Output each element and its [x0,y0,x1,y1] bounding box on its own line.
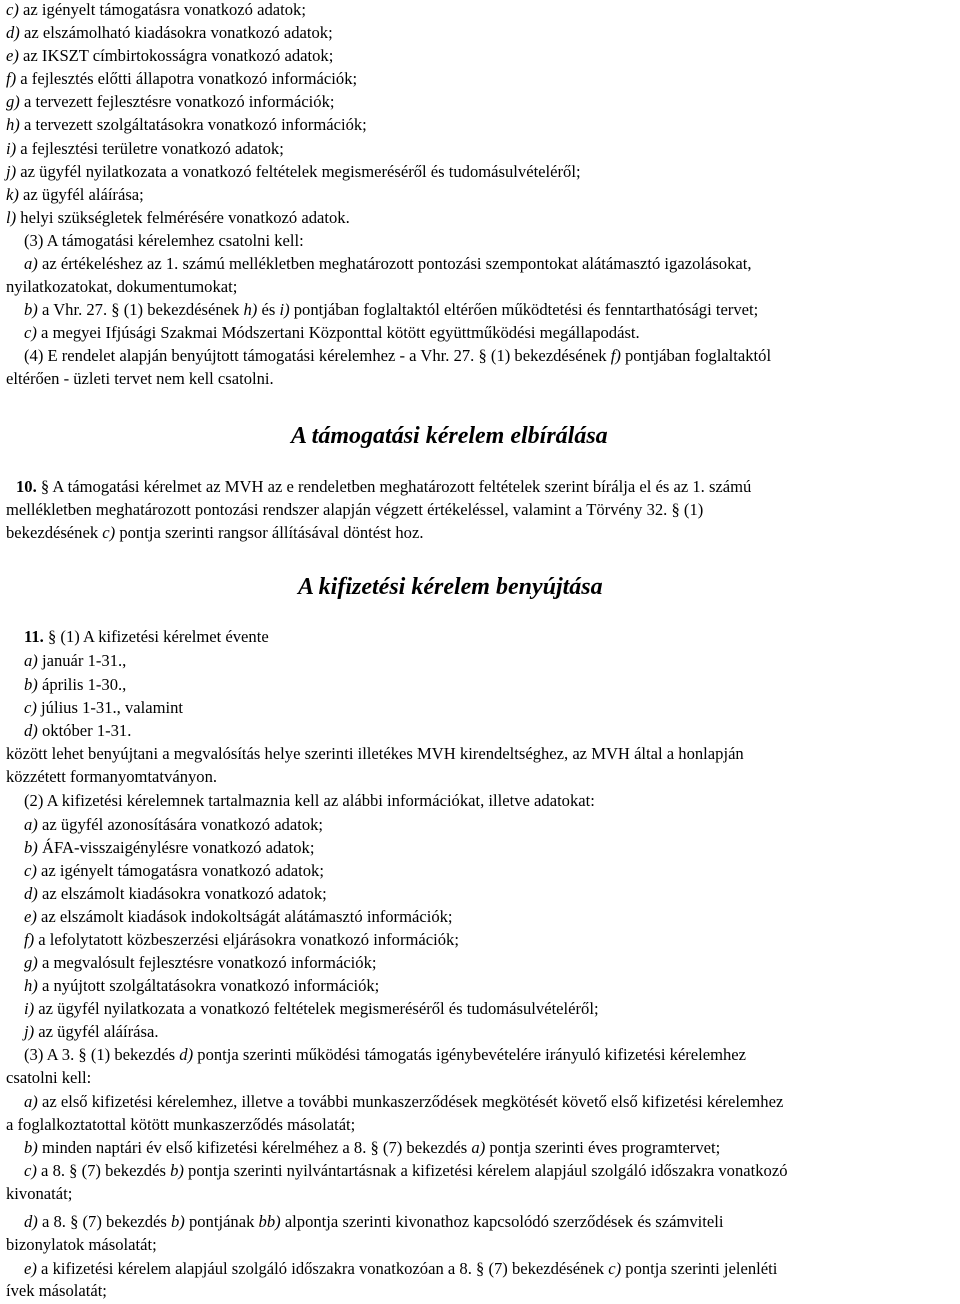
list-item: e) az IKSZT címbirtokosságra vonatkozó adatok; [6,46,334,65]
section-11-intro: 11. § (1) A kifizetési kérelmet évente [24,627,269,646]
section-11-3-line1: (3) A 3. § (1) bekezdés d) pontja szerinti működési támogatás igénybevételére irányuló kifizetési kérelemhez [24,1045,747,1064]
section-11-3-line2: csatolni kell: [6,1068,92,1087]
section-11-cont-line1: között lehet benyújtani a megvalósítás helye szerinti illetékes MVH kirendeltséghez, az MVH által a honlapján [6,744,744,763]
list-item: j) az ügyfél aláírása. [24,1022,159,1041]
list-item: h) a tervezett szolgáltatásokra vonatkozó információk; [6,115,367,134]
date-item: c) július 1-31., valamint [24,698,184,717]
date-item: d) október 1-31. [24,721,132,740]
section-heading: A támogatási kérelem elbírálása [291,423,608,449]
list-item: g) a tervezett fejlesztésre vonatkozó információk; [6,92,335,111]
section-10-line2: mellékletben meghatározott pontozási rendszer alapján végzett értékeléssel, valamint a Törvény 32. § (1) [6,500,704,519]
section-11-3b: b) minden naptári év első kifizetési kérelméhez a 8. § (7) bekezdés a) pontja szerinti éves programtervet; [24,1138,721,1157]
section-11-3e-line2: ívek másolatát; [6,1281,107,1300]
list-item: k) az ügyfél aláírása; [6,185,144,204]
paragraph-4-line2: eltérően - üzleti tervet nem kell csatolni. [6,369,274,388]
paragraph-3a-line1: a) az értékeléshez az 1. számú mellékletben meghatározott pontozási szempontokat alátámasztó igazolásokat, [24,254,752,273]
section-11-3a-line2: a foglalkoztatottal kötött munkaszerződés másolatát; [6,1115,356,1134]
list-item: f) a lefolytatott közbeszerzési eljárásokra vonatkozó információk; [24,930,459,949]
list-item: f) a fejlesztés előtti állapotra vonatkozó információk; [6,69,358,88]
list-item: l) helyi szükségletek felmérésére vonatkozó adatok. [6,208,350,227]
section-11-3c-line1: c) a 8. § (7) bekezdés b) pontja szerinti nyilvántartásnak a kifizetési kérelem alapjául szolgáló időszakra vonatkozó [24,1161,788,1180]
list-item: c) az igényelt támogatásra vonatkozó adatok; [6,0,306,19]
paragraph-3c: c) a megyei Ifjúsági Szakmai Módszertani Központtal kötött együttműködési megállapodást. [24,323,640,342]
list-item: e) az elszámolt kiadások indokoltságát alátámasztó információk; [24,907,453,926]
date-item: a) január 1-31., [24,651,127,670]
section-11-2-intro: (2) A kifizetési kérelemnek tartalmaznia kell az alábbi információkat, illetve adatokat: [24,791,595,810]
section-11-3a-line1: a) az első kifizetési kérelemhez, illetve a további munkaszerződések megkötését követő első kifizetési kérelemhez [24,1092,784,1111]
list-item: i) a fejlesztési területre vonatkozó adatok; [6,139,284,158]
date-item: b) április 1-30., [24,675,127,694]
list-item: d) az elszámolt kiadásokra vonatkozó adatok; [24,884,327,903]
list-item: j) az ügyfél nyilatkozata a vonatkozó feltételek megismeréséről és tudomásulvételéről; [6,162,581,181]
section-11-3d-line2: bizonylatok másolatát; [6,1235,157,1254]
paragraph-3b: b) a Vhr. 27. § (1) bekezdésének h) és i) pontjában foglaltaktól eltérően működtetési és fenntarthatósági tervet; [24,300,759,319]
list-item: c) az igényelt támogatásra vonatkozó adatok; [24,861,324,880]
section-11-3d-line1: d) a 8. § (7) bekezdés b) pontjának bb) alpontja szerinti kivonathoz kapcsolódó szerződések és számviteli [24,1212,724,1231]
paragraph-3a-line2: nyilatkozatokat, dokumentumokat; [6,277,238,296]
list-item: d) az elszámolható kiadásokra vonatkozó adatok; [6,23,333,42]
list-item: h) a nyújtott szolgáltatásokra vonatkozó információk; [24,976,380,995]
list-item: g) a megvalósult fejlesztésre vonatkozó információk; [24,953,377,972]
paragraph-3-intro: (3) A támogatási kérelemhez csatolni kell: [24,231,304,250]
section-11-3c-line2: kivonatát; [6,1184,73,1203]
section-11-3e-line1: e) a kifizetési kérelem alapjául szolgáló időszakra vonatkozóan a 8. § (7) bekezdésének c) pontja szerinti jelenléti [24,1259,778,1278]
section-10-line1: 10. § A támogatási kérelmet az MVH az e rendeletben meghatározott feltételek szerint bírálja el és az 1. számú [16,477,752,496]
section-11-cont-line2: közzétett formanyomtatványon. [6,767,218,786]
section-10-line3: bekezdésének c) pontja szerinti rangsor állításával döntést hoz. [6,523,424,542]
list-item: a) az ügyfél azonosítására vonatkozó adatok; [24,815,324,834]
paragraph-4-line1: (4) E rendelet alapján benyújtott támogatási kérelemhez - a Vhr. 27. § (1) bekezdésének f) pontjában foglaltaktól [24,346,772,365]
section-heading: A kifizetési kérelem benyújtása [298,574,603,600]
list-item: b) ÁFA-visszaigénylésre vonatkozó adatok; [24,838,315,857]
list-item: i) az ügyfél nyilatkozata a vonatkozó feltételek megismeréséről és tudomásulvételéről; [24,999,599,1018]
